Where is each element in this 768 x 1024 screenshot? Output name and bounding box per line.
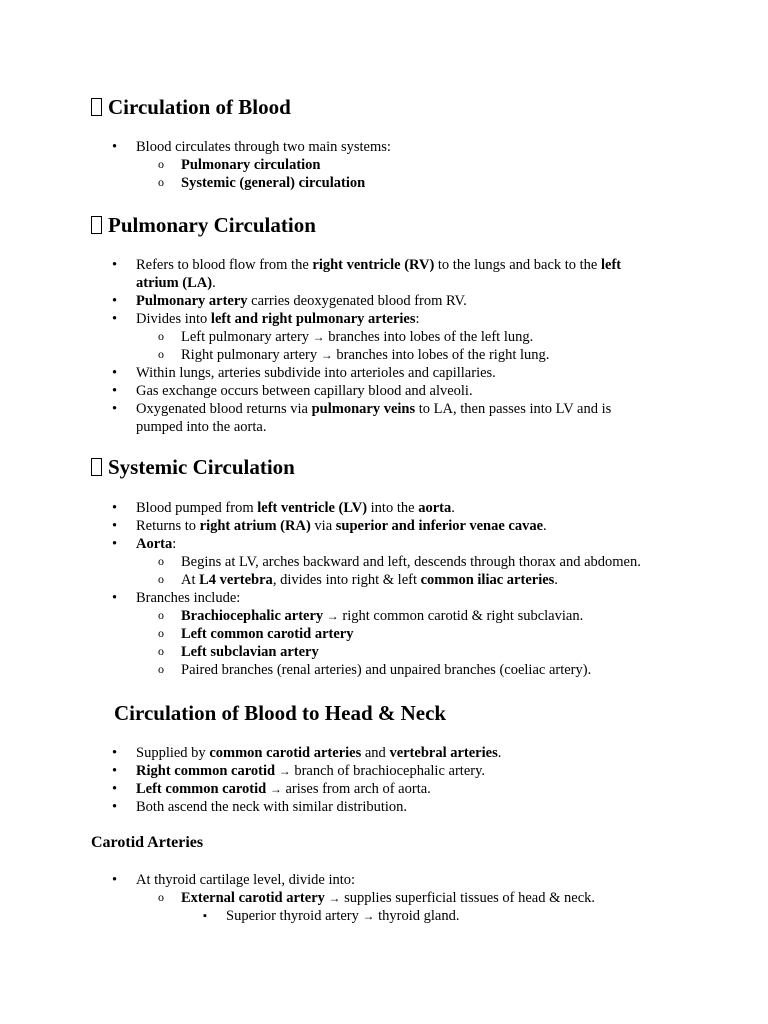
list-item: • Aorta: o Begins at LV, arches backward and left, descends through thorax and abdomen. o At L4 vertebra, divides into right & left common iliac arteries. <box>0 535 768 589</box>
list-head-neck <box>0 744 768 816</box>
list-item: o Right pulmonary artery → branches into lobes of the right lung. <box>0 346 768 364</box>
list-item: o Begins at LV, arches backward and left, descends through thorax and abdomen. <box>0 553 768 571</box>
list-item: • Gas exchange occurs between capillary blood and alveoli. <box>0 382 768 400</box>
list-item: • Blood pumped from left ventricle (LV) into the aorta. <box>0 499 768 517</box>
heading-carotid-arteries: Carotid Arteries <box>91 834 204 851</box>
arrow-icon: → <box>320 348 333 362</box>
heading-pulmonary-circulation: Pulmonary Circulation <box>91 212 316 238</box>
list-item: • Oxygenated blood returns via pulmonary veins to LA, then passes into LV and is pumped into the aorta. <box>0 400 768 436</box>
list-item: • Both ascend the neck with similar distribution. <box>0 798 768 816</box>
list-item: o Paired branches (renal arteries) and unpaired branches (coeliac artery). <box>0 661 768 679</box>
arrow-icon: → <box>312 330 325 344</box>
heading-head-neck: Circulation of Blood to Head & Neck <box>114 701 447 725</box>
list-systemic <box>0 499 768 679</box>
arrow-icon: → <box>328 891 341 905</box>
list-item: o Left subclavian artery <box>0 643 768 661</box>
list-item: • At thyroid cartilage level, divide into: o External carotid artery → supplies superficial tissues of head & neck. ▪ Superior thyroid artery → thyroid gland. <box>0 871 768 925</box>
list-item: • Pulmonary artery carries deoxygenated blood from RV. <box>0 292 768 310</box>
list-pulmonary <box>0 256 768 436</box>
heading-circulation-of-blood: Circulation of Blood <box>91 94 291 120</box>
list-carotid <box>0 871 768 925</box>
list-item: o Left pulmonary artery → branches into lobes of the left lung. <box>0 328 768 346</box>
arrow-icon: → <box>278 764 291 778</box>
list-item: ▪ Superior thyroid artery → thyroid gland. <box>0 907 768 925</box>
arrow-icon: → <box>326 609 339 623</box>
list-item: • Returns to right atrium (RA) via superior and inferior venae cavae. <box>0 517 768 535</box>
list-item: • Within lungs, arteries subdivide into arterioles and capillaries. <box>0 364 768 382</box>
list-item: • Right common carotid → branch of brachiocephalic artery. <box>0 762 768 780</box>
list-item: o External carotid artery → supplies superficial tissues of head & neck. ▪ Superior thyroid artery → thyroid gland. <box>0 889 768 925</box>
list-item: o Pulmonary circulation <box>0 156 768 174</box>
list-item: • Left common carotid → arises from arch of aorta. <box>0 780 768 798</box>
missing-glyph-icon <box>91 216 102 234</box>
list-item: • Refers to blood flow from the right ventricle (RV) to the lungs and back to the left atrium (LA). <box>0 256 768 292</box>
list-circulation <box>0 138 768 192</box>
missing-glyph-icon <box>91 458 102 476</box>
list-item: • Supplied by common carotid arteries and vertebral arteries. <box>0 744 768 762</box>
list-item: • Divides into left and right pulmonary arteries: o Left pulmonary artery → branches into lobes of the left lung. o Right pulmonary artery → branches into lobes of the right lung. <box>0 310 768 364</box>
list-item: o Brachiocephalic artery → right common carotid & right subclavian. <box>0 607 768 625</box>
list-item: • Branches include: o Brachiocephalic artery → right common carotid & right subclavian. o Left common carotid artery o Left subclavian artery o Paired branches (renal arteries) and unpaired branches (coeliac artery). <box>0 589 768 679</box>
list-item: o At L4 vertebra, divides into right & left common iliac arteries. <box>0 571 768 589</box>
arrow-icon: → <box>362 909 375 923</box>
list-item: • Blood circulates through two main systems: o Pulmonary circulation o Systemic (general) circulation <box>0 138 768 192</box>
arrow-icon: → <box>269 782 282 796</box>
heading-systemic-circulation: Systemic Circulation <box>91 454 295 480</box>
list-item: o Left common carotid artery <box>0 625 768 643</box>
missing-glyph-icon <box>91 98 102 116</box>
list-item: o Systemic (general) circulation <box>0 174 768 192</box>
